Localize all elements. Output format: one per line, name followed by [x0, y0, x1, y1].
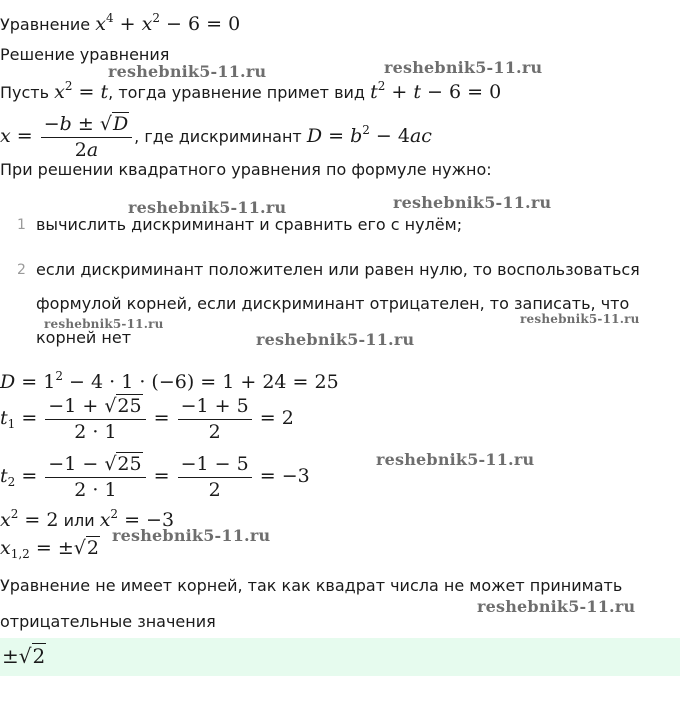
solution-header: Решение уравнения	[0, 45, 170, 64]
disc-text: , где дискриминант	[134, 127, 302, 146]
root-formula: x = $\frac{-b \pm √D}{2a}$	[0, 125, 134, 147]
step-2-line-2: формулой корней, если дискриминант отрицателен, то записать, что	[36, 294, 630, 313]
conclusion-line-1: Уравнение не имеет корней, так как квадрат числа не может принимать	[0, 576, 623, 595]
substitution-math: $x^2 = t$	[54, 79, 109, 103]
t2-formula: $t_2$ = $\frac{-1 - √25}{2 \cdot 1}$ = $\frac{-1 - 5}{2}$ = −3	[0, 452, 310, 501]
watermark: reshebnik5-11.ru	[108, 62, 267, 81]
watermark: reshebnik5-11.ru	[112, 526, 271, 545]
watermark: reshebnik5-11.ru	[477, 597, 636, 616]
formula-intro: При решении квадратного уравнения по формуле нужно:	[0, 160, 492, 179]
watermark: reshebnik5-11.ru	[393, 193, 552, 212]
discriminant-computation: $D = 1^2 - 4 \cdot 1 \cdot (-6) = 1 + 24 = 25$	[0, 369, 339, 393]
watermark: reshebnik5-11.ru	[376, 450, 535, 469]
step-2-line-3: корней нет	[36, 328, 132, 347]
root-formula-line	[0, 106, 432, 161]
watermark: reshebnik5-11.ru	[128, 198, 287, 217]
step-2-number: 2	[17, 262, 26, 278]
t1-formula: $t_1$ = $\frac{-1 + √25}{2 \cdot 1}$ = $\frac{-1 + 5}{2}$ = 2	[0, 394, 294, 443]
answer-box	[0, 638, 680, 676]
discriminant-formula: $D = b^2 - 4ac$	[306, 123, 432, 147]
quadratic-in-t: $t^2 + t - 6 = 0$	[370, 79, 502, 103]
x-squared-cases: $x^2 = 2$ или $x^2 = -3$	[0, 507, 175, 531]
step-1-text: вычислить дискриминант и сравнить его с нулём;	[36, 215, 463, 234]
step-2-line-1: если дискриминант положителен или равен нулю, то воспользоваться	[36, 260, 640, 279]
page-title	[0, 8, 240, 35]
watermark: reshebnik5-11.ru	[44, 317, 164, 331]
watermark: reshebnik5-11.ru	[384, 58, 543, 77]
title-equation: $x^4 + x^2 - 6 = 0$	[95, 11, 241, 35]
watermark: reshebnik5-11.ru	[256, 330, 415, 349]
let-prefix: Пусть	[0, 83, 50, 102]
or-word: или	[63, 511, 95, 530]
watermark: reshebnik5-11.ru	[520, 312, 640, 326]
roots-result: $x_{1,2} = \pm√2$	[0, 537, 99, 561]
conclusion-line-2: отрицательные значения	[0, 612, 216, 631]
let-middle: , тогда уравнение примет вид	[108, 83, 365, 102]
answer-value: ±√2	[2, 644, 46, 668]
title-prefix: Уравнение	[0, 15, 91, 34]
step-1-number: 1	[17, 217, 26, 233]
